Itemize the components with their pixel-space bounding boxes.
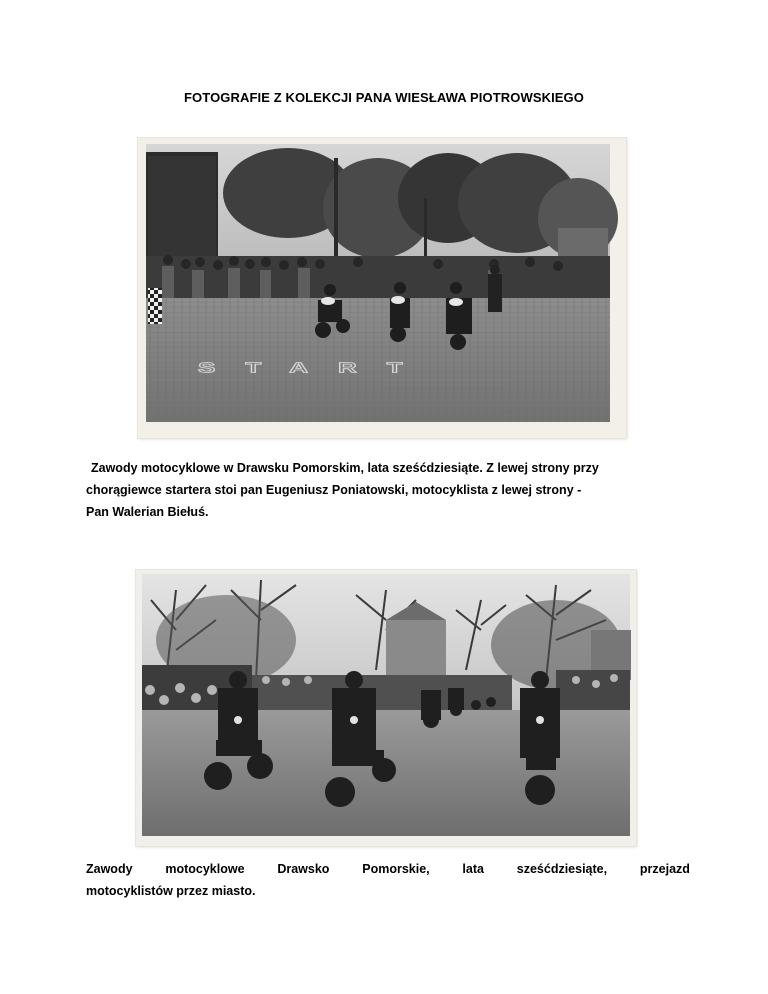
photo-race-start <box>138 138 626 438</box>
caption-line: chorągiewce startera stoi pan Eugeniusz Poniatowski, motocyklista z lewej strony - <box>86 483 582 497</box>
photo1-caption <box>86 457 690 523</box>
photo-riders-through-town <box>136 570 636 846</box>
caption-word: przejazd <box>639 862 690 876</box>
caption-line <box>86 858 690 880</box>
caption-word: sześćdziesiąte, <box>516 862 608 876</box>
caption-line: Pan Walerian Biełuś. <box>86 505 209 519</box>
svg-text:START: START <box>198 360 433 376</box>
caption-line: motocyklistów przez miasto. <box>86 884 256 898</box>
photo2-caption <box>86 858 690 902</box>
caption-line: Zawody motocyklowe w Drawsku Pomorskim, lata sześćdziesiąte. Z lewej strony przy <box>91 461 599 475</box>
caption-word: motocyklowe <box>165 862 245 876</box>
caption-word: Drawsko <box>277 862 330 876</box>
caption-word: Pomorskie, <box>362 862 430 876</box>
caption-word: Zawody <box>86 862 133 876</box>
page-title: FOTOGRAFIE Z KOLEKCJI PANA WIESŁAWA PIOTROWSKIEGO <box>184 90 584 105</box>
caption-word: lata <box>462 862 484 876</box>
